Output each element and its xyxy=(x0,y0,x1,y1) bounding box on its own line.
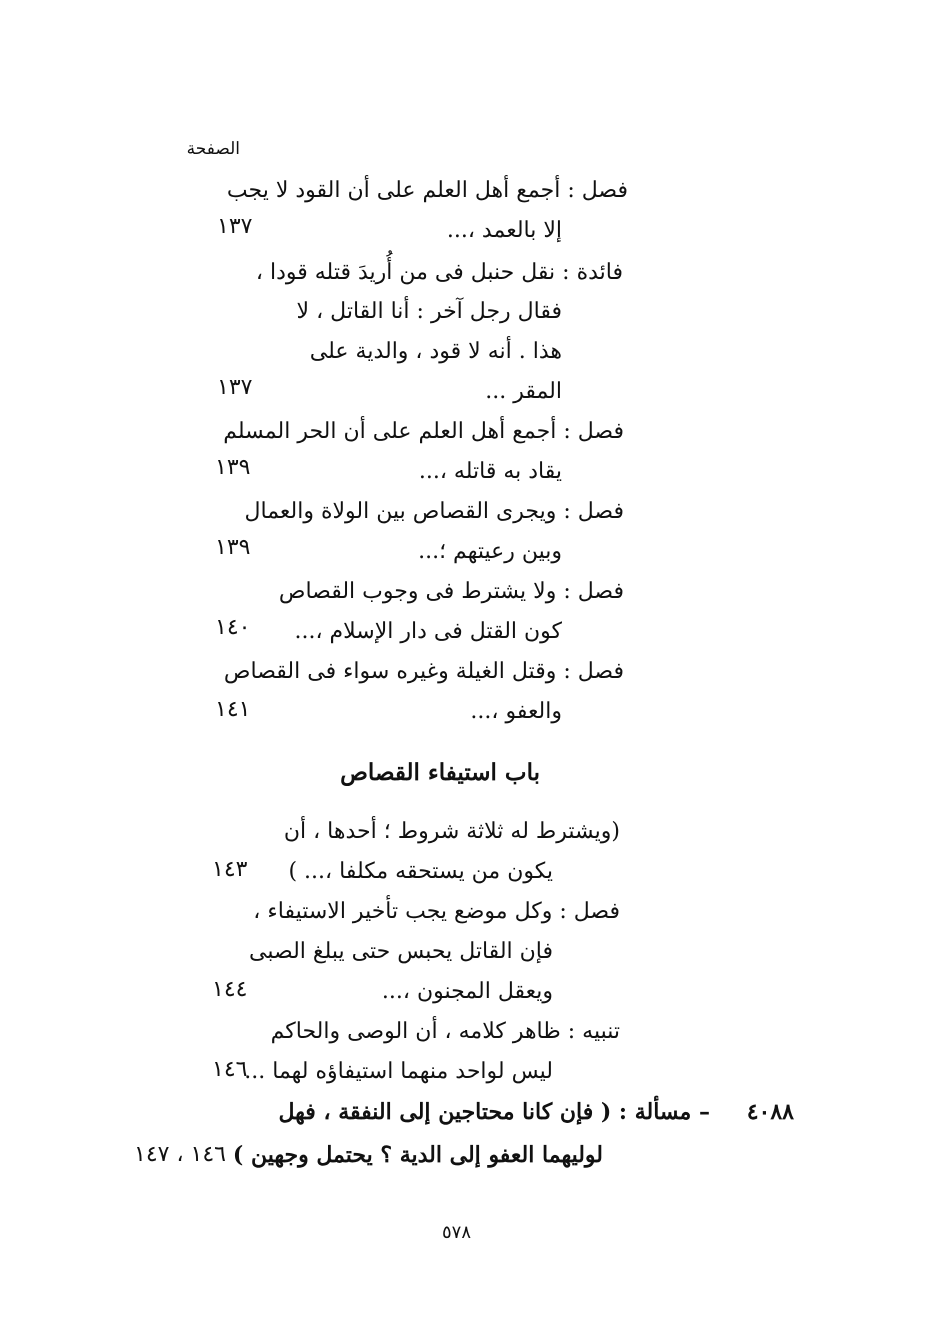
entry-line: يكون من يستحقه مكلفا ،... ) xyxy=(288,859,553,884)
entry-line: فصل : ويجرى القصاص بين الولاة والعمال xyxy=(244,499,624,524)
entry-line: إلا بالعمد ،... xyxy=(446,218,562,243)
entry-page-number: ١٣٧ xyxy=(217,375,253,400)
entry-line: المقر ... xyxy=(485,379,562,404)
entry-page-number: ١٤٣ xyxy=(212,857,248,882)
entry-line: فقال رجل آخر : أنا القاتل ، لا xyxy=(296,299,562,324)
entry-line: (ويشترط له ثلاثة شروط ؛ أحدها ، أن xyxy=(283,819,620,844)
entry-line: كون القتل فى دار الإسلام ،... xyxy=(294,619,562,644)
entry-page-number: ١٤١ xyxy=(215,697,251,722)
page-number: ٥٧٨ xyxy=(442,1222,472,1243)
entry-line: والعفو ،... xyxy=(470,699,562,724)
entry-line: ليس لواحد منهما استيفاؤه لهما ... xyxy=(244,1059,553,1084)
page-column-header: الصفحة xyxy=(186,139,240,159)
entry-line: فصل : أجمع أهل العلم على أن القود لا يجب xyxy=(226,178,628,203)
masala-page-numbers: ١٤٦ ، ١٤٧ xyxy=(134,1142,226,1167)
entry-page-number: ١٤٦ xyxy=(212,1057,248,1082)
masala-line: – مسألة : ( فإن كانا محتاجين إلى النفقة ، فهل xyxy=(278,1099,710,1125)
entry-page-number: ١٣٧ xyxy=(217,214,253,239)
section-title: باب استيفاء القصاص xyxy=(340,759,540,786)
entry-page-number: ١٣٩ xyxy=(215,455,251,480)
entry-line: فصل : ولا يشترط فى وجوب القصاص xyxy=(278,579,624,604)
entry-line: فصل : وقتل الغيلة وغيره سواء فى القصاص xyxy=(223,659,624,684)
masala-number: ٤٠٨٨ xyxy=(746,1099,794,1125)
entry-line: فصل : أجمع أهل العلم على أن الحر المسلم xyxy=(223,419,624,444)
entry-page-number: ١٤٠ xyxy=(215,615,251,640)
entry-line: فصل : وكل موضع يجب تأخير الاستيفاء ، xyxy=(253,899,620,924)
entry-page-number: ١٤٤ xyxy=(212,977,248,1002)
entry-line: يقاد به قاتله ،... xyxy=(418,459,562,484)
entry-line: وبين رعيتهم ؛... xyxy=(418,539,562,564)
entry-line: هذا . أنه لا قود ، والدية على xyxy=(309,339,562,364)
entry-line: فائدة : نقل حنبل فى من أُريدَ قتله قودا ، xyxy=(255,260,623,285)
entry-line: ويعقل المجنون ،... xyxy=(381,979,553,1004)
entry-line: تنبيه : ظاهر كلامه ، أن الوصى والحاكم xyxy=(270,1019,620,1044)
entry-page-number: ١٣٩ xyxy=(215,535,251,560)
masala-line: لوليهما العفو إلى الدية ؟ يحتمل وجهين ) xyxy=(232,1142,603,1168)
entry-line: فإن القاتل يحبس حتى يبلغ الصبى xyxy=(249,939,553,964)
